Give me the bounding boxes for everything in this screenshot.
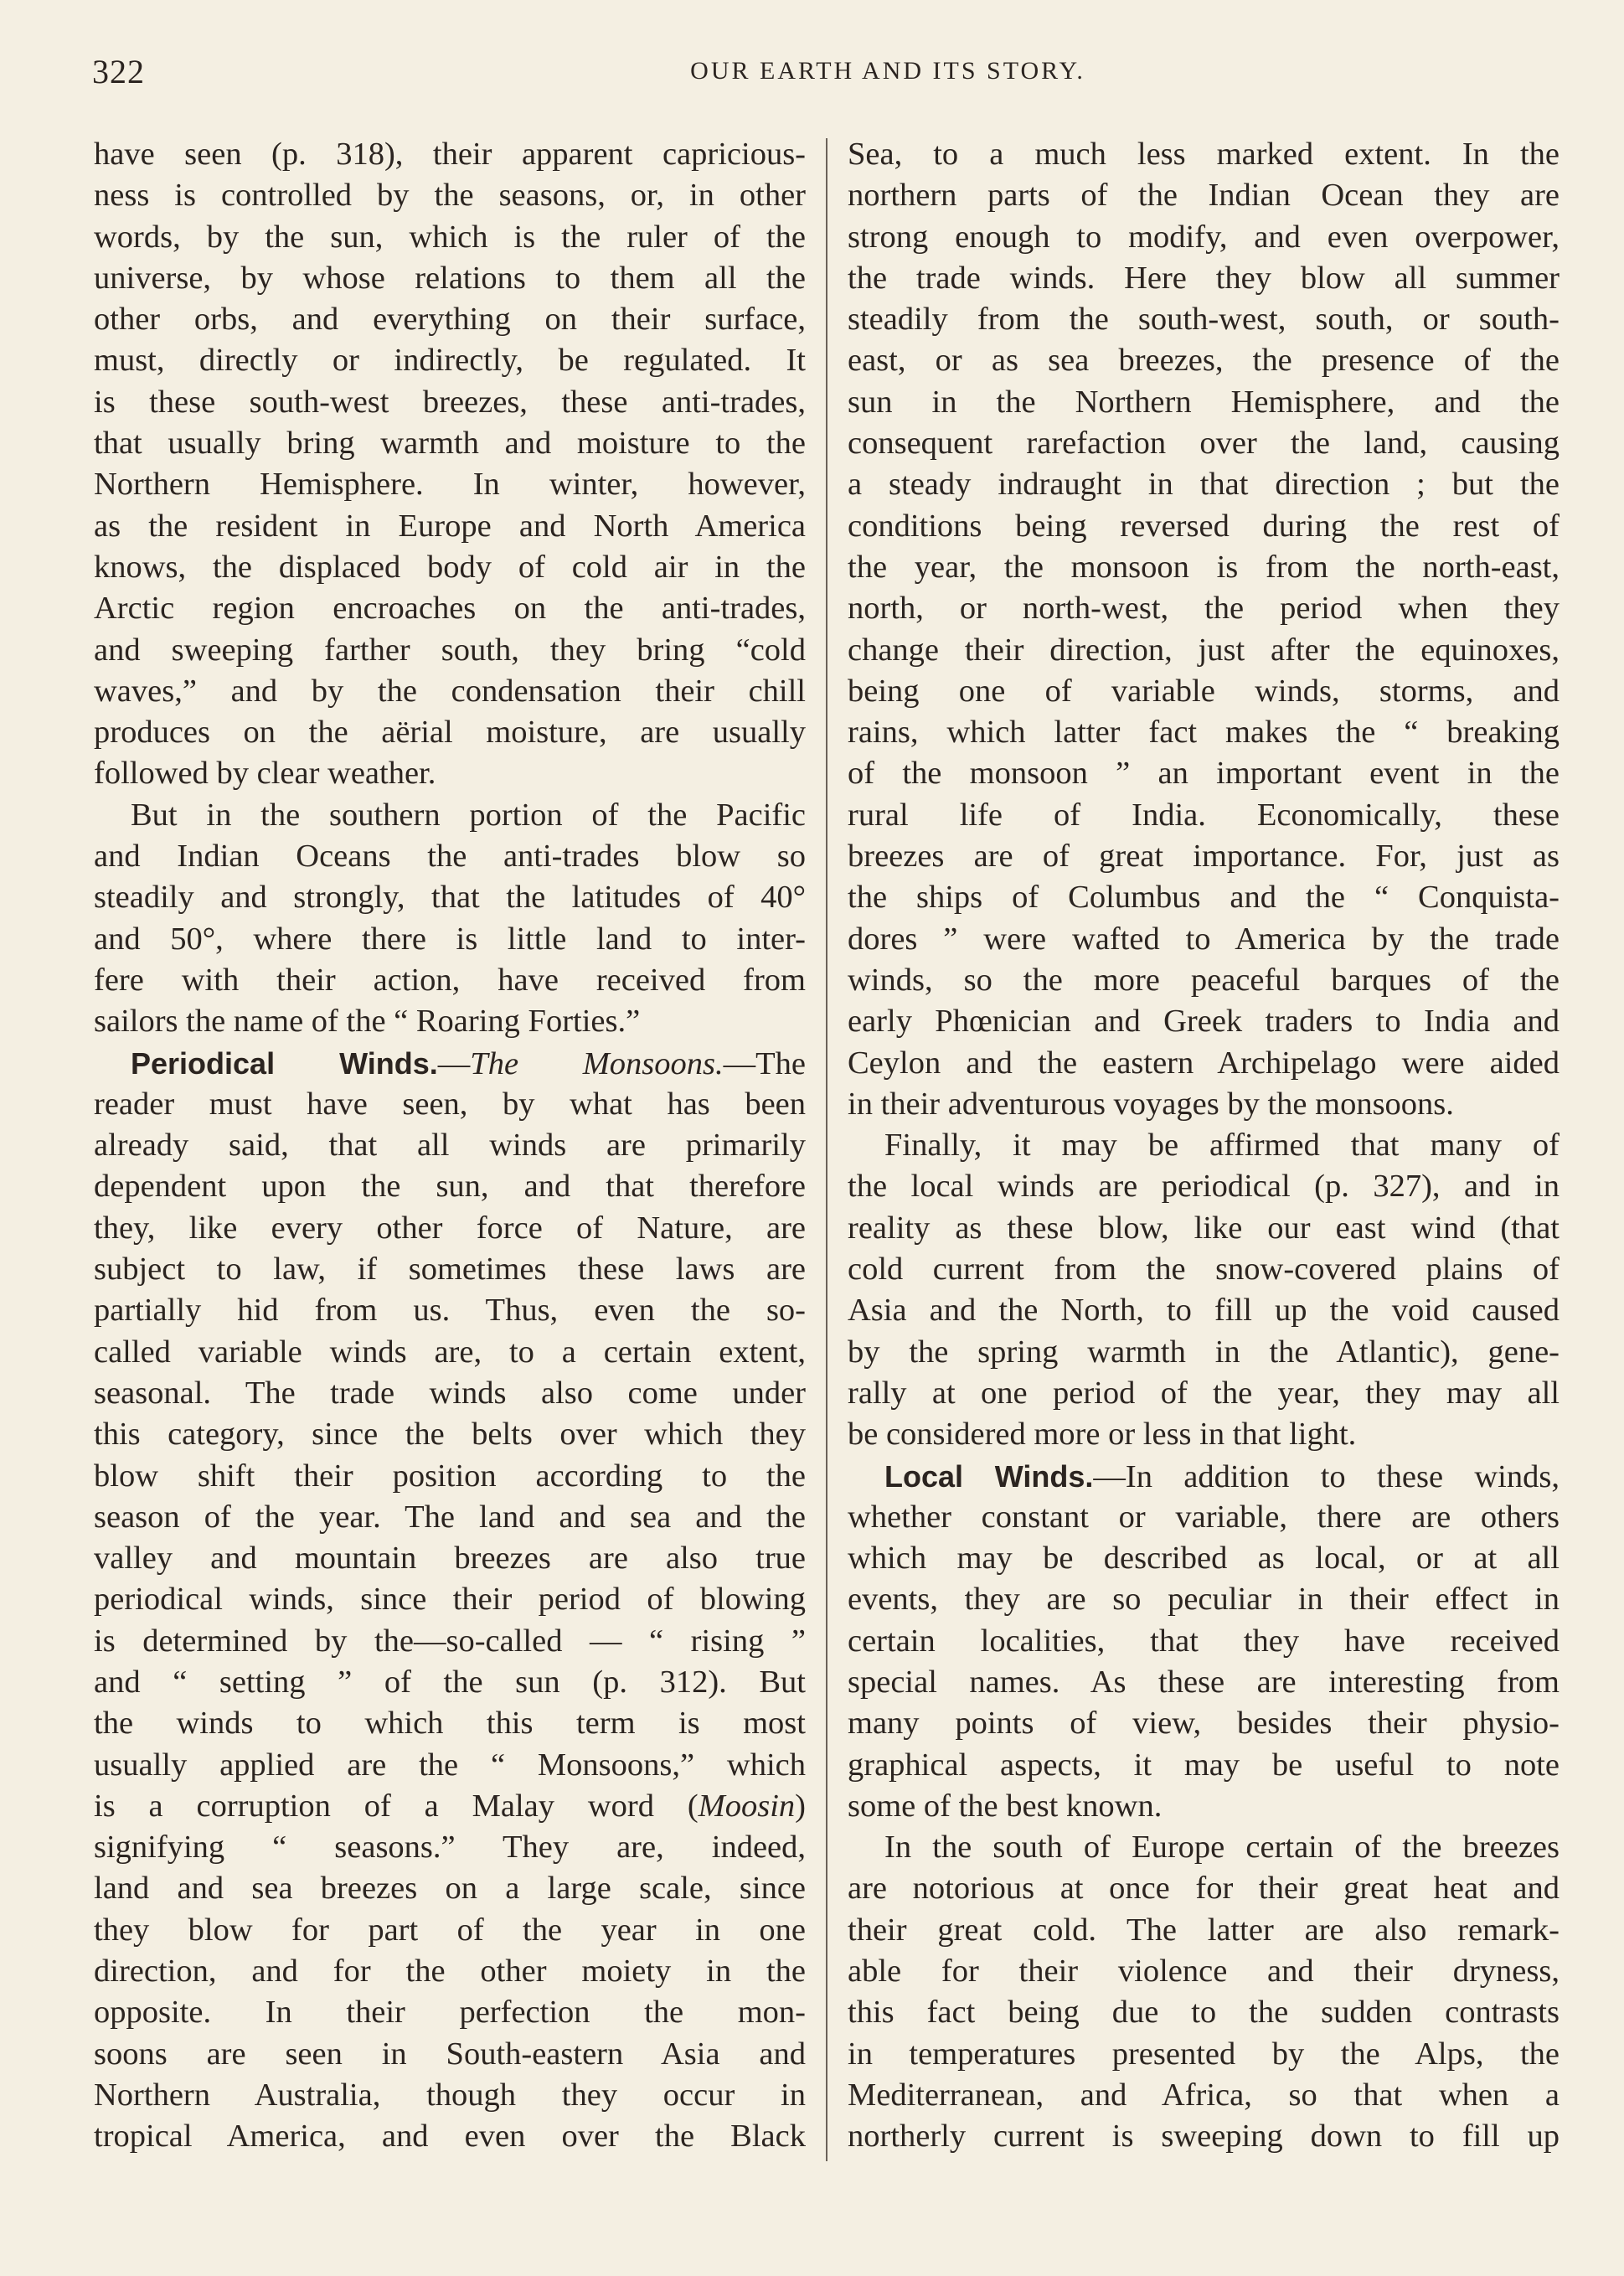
text-line: the ships of Columbus and the “ Conquista- (848, 880, 1560, 916)
text-line: breezes are of great importance. For, just as (848, 839, 1560, 875)
text-line: of the monsoon ” an important event in the (848, 756, 1560, 792)
running-title: OUR EARTH AND ITS STORY. (690, 57, 1085, 85)
text-line: blow shift their position according to the (94, 1458, 806, 1494)
text-line: waves,” and by the condensation their chill (94, 673, 806, 709)
text-line: fere with their action, have received from (94, 962, 806, 998)
text-line: Asia and the North, to fill up the void caused (848, 1293, 1560, 1329)
right-paragraph-3 (848, 1456, 1560, 1828)
text-line: strong enough to modify, and even overpower, (848, 219, 1560, 255)
text-line (848, 1456, 1560, 1497)
text-line: are notorious at once for their great heat and (848, 1871, 1560, 1907)
text-line: events, they are so peculiar in their effect in (848, 1582, 1560, 1618)
text-line: graphical aspects, it may be useful to note (848, 1747, 1560, 1783)
left-paragraph-3 (94, 1043, 806, 2158)
text-line: already said, that all winds are primarily (94, 1128, 806, 1164)
text-line: certain localities, that they have received (848, 1623, 1560, 1659)
text-line: east, or as sea breezes, the presence of the (848, 343, 1560, 379)
text-line: other orbs, and everything on their surface, (94, 302, 806, 338)
page-number: 322 (92, 53, 145, 90)
text-line: soons are seen in South-eastern Asia and (94, 2036, 806, 2072)
text-line: Ceylon and the eastern Archipelago were aided (848, 1045, 1560, 1081)
text-line: is determined by the—so-called — “ rising ” (94, 1623, 806, 1659)
text-line: followed by clear weather. (94, 756, 436, 792)
text-line: Northern Australia, though they occur in (94, 2077, 806, 2113)
left-paragraph-2 (94, 795, 806, 1043)
text-line: northern parts of the Indian Ocean they are (848, 178, 1560, 214)
text-line: that usually bring warmth and moisture to the (94, 426, 806, 462)
text-line: consequent rarefaction over the land, causing (848, 426, 1560, 462)
text-line: rural life of India. Economically, these (848, 797, 1560, 833)
text-line: season of the year. The land and sea and the (94, 1499, 806, 1535)
text-line: and Indian Oceans the anti-trades blow so (94, 839, 806, 875)
text-line: reader must have seen, by what has been (94, 1086, 806, 1122)
text-line: and sweeping farther south, they bring “cold (94, 632, 806, 668)
text-line: conditions being reversed during the rest of (848, 508, 1560, 544)
subheading-monsoons: The Monsoons. (470, 1045, 724, 1081)
text-line (94, 1043, 806, 1084)
text-line: north, or north-west, the period when they (848, 591, 1560, 627)
text-fragment: ) (795, 1788, 806, 1824)
text-line: must, directly or indirectly, be regulated. It (94, 343, 806, 379)
text-line: But in the southern portion of the Pacific (131, 797, 806, 833)
text-line: rains, which latter fact makes the “ breaking (848, 715, 1560, 751)
text-line: steadily from the south-west, south, or south- (848, 302, 1560, 338)
section-heading-local-winds: Local Winds. (884, 1458, 1094, 1494)
text-line: have seen (p. 318), their apparent capricious- (94, 137, 806, 172)
text-line: this fact being due to the sudden contrasts (848, 1995, 1560, 2031)
text-line: the trade winds. Here they blow all summer (848, 260, 1560, 296)
right-paragraph-4 (848, 1827, 1560, 2157)
text-line: opposite. In their perfection the mon- (94, 1995, 806, 2031)
text-line: Northern Hemisphere. In winter, however, (94, 467, 806, 503)
text-line: whether constant or variable, there are others (848, 1499, 1560, 1535)
text-line: the year, the monsoon is from the north-east, (848, 549, 1560, 585)
text-line: cold current from the snow-covered plains of (848, 1252, 1560, 1288)
text-line: reality as these blow, like our east wind (that (848, 1210, 1560, 1246)
text-line: a steady indraught in that direction ; but the (848, 467, 1560, 503)
text-fragment: —In addition to these winds, (1093, 1458, 1560, 1494)
text-line: words, by the sun, which is the ruler of the (94, 219, 806, 255)
text-line: is these south-west breezes, these anti-trades, (94, 384, 806, 420)
text-line: the local winds are periodical (p. 327), and in (848, 1169, 1560, 1205)
text-line: sailors the name of the “ Roaring Forties.” (94, 1004, 641, 1040)
text-line: special names. As these are interesting from (848, 1664, 1560, 1700)
column-divider (826, 138, 827, 2161)
text-line: they, like every other force of Nature, are (94, 1210, 806, 1246)
text-line: usually applied are the “ Monsoons,” which (94, 1747, 806, 1783)
text-line: early Phœnician and Greek traders to India and (848, 1004, 1560, 1040)
text-line: dependent upon the sun, and that therefore (94, 1169, 806, 1205)
text-line: by the spring warmth in the Atlantic), gene- (848, 1334, 1560, 1370)
text-line: signifying “ seasons.” They are, indeed, (94, 1830, 806, 1866)
malay-word: Moosin (698, 1788, 796, 1824)
text-line: be considered more or less in that light. (848, 1417, 1357, 1453)
text-line: seasonal. The trade winds also come under (94, 1375, 806, 1411)
text-line: and “ setting ” of the sun (p. 312). But (94, 1664, 806, 1700)
text-line: able for their violence and their dryness, (848, 1953, 1560, 1990)
text-line: this category, since the belts over which they (94, 1417, 806, 1453)
section-heading-periodical-winds: Periodical Winds. (131, 1045, 438, 1081)
text-fragment: —The (723, 1045, 806, 1081)
heading-dash: — (437, 1045, 471, 1081)
text-line (94, 1786, 806, 1827)
text-line: called variable winds are, to a certain extent, (94, 1334, 806, 1370)
text-line: they blow for part of the year in one (94, 1912, 806, 1948)
text-line: direction, and for the other moiety in the (94, 1953, 806, 1990)
text-line: many points of view, besides their physio- (848, 1706, 1560, 1742)
text-line: produces on the aërial moisture, are usually (94, 715, 806, 751)
text-line: Sea, to a much less marked extent. In the (848, 137, 1560, 172)
text-line: and 50°, where there is little land to inter- (94, 921, 806, 957)
text-line: rally at one period of the year, they may all (848, 1375, 1560, 1411)
text-line: universe, by whose relations to them all the (94, 260, 806, 296)
text-line: In the south of Europe certain of the breezes (884, 1830, 1560, 1866)
text-line: ness is controlled by the seasons, or, in other (94, 178, 806, 214)
text-line: Mediterranean, and Africa, so that when a (848, 2077, 1560, 2113)
text-line: northerly current is sweeping down to fill up (848, 2119, 1560, 2155)
text-line: change their direction, just after the equinoxes, (848, 632, 1560, 668)
text-line: winds, so the more peaceful barques of the (848, 962, 1560, 998)
text-line: in their adventurous voyages by the monsoons. (848, 1086, 1454, 1122)
text-line: in temperatures presented by the Alps, the (848, 2036, 1560, 2072)
left-paragraph-1 (94, 134, 806, 795)
text-line: valley and mountain breezes are also true (94, 1541, 806, 1577)
text-line: their great cold. The latter are also remark- (848, 1912, 1560, 1948)
text-line: sun in the Northern Hemisphere, and the (848, 384, 1560, 420)
left-column (94, 134, 806, 2158)
text-line: Finally, it may be affirmed that many of (884, 1128, 1560, 1164)
text-line: which may be described as local, or at all (848, 1541, 1560, 1577)
text-line: dores ” were wafted to America by the trade (848, 921, 1560, 957)
page-header (92, 52, 1566, 102)
text-line: periodical winds, since their period of blowing (94, 1582, 806, 1618)
text-fragment: is a corruption of a Malay word ( (94, 1788, 699, 1824)
right-paragraph-2 (848, 1125, 1560, 1455)
text-line: the winds to which this term is most (94, 1706, 806, 1742)
text-line: some of the best known. (848, 1788, 1163, 1824)
text-line: Arctic region encroaches on the anti-trades, (94, 591, 806, 627)
text-line: partially hid from us. Thus, even the so- (94, 1293, 806, 1329)
text-line: knows, the displaced body of cold air in the (94, 549, 806, 585)
text-line: steadily and strongly, that the latitudes of 40° (94, 880, 806, 916)
right-column (848, 134, 1560, 2158)
text-line: land and sea breezes on a large scale, since (94, 1871, 806, 1907)
text-line: as the resident in Europe and North America (94, 508, 806, 544)
text-line: being one of variable winds, storms, and (848, 673, 1560, 709)
text-line: subject to law, if sometimes these laws are (94, 1252, 806, 1288)
text-line: tropical America, and even over the Black (94, 2119, 806, 2155)
right-paragraph-1 (848, 134, 1560, 1125)
